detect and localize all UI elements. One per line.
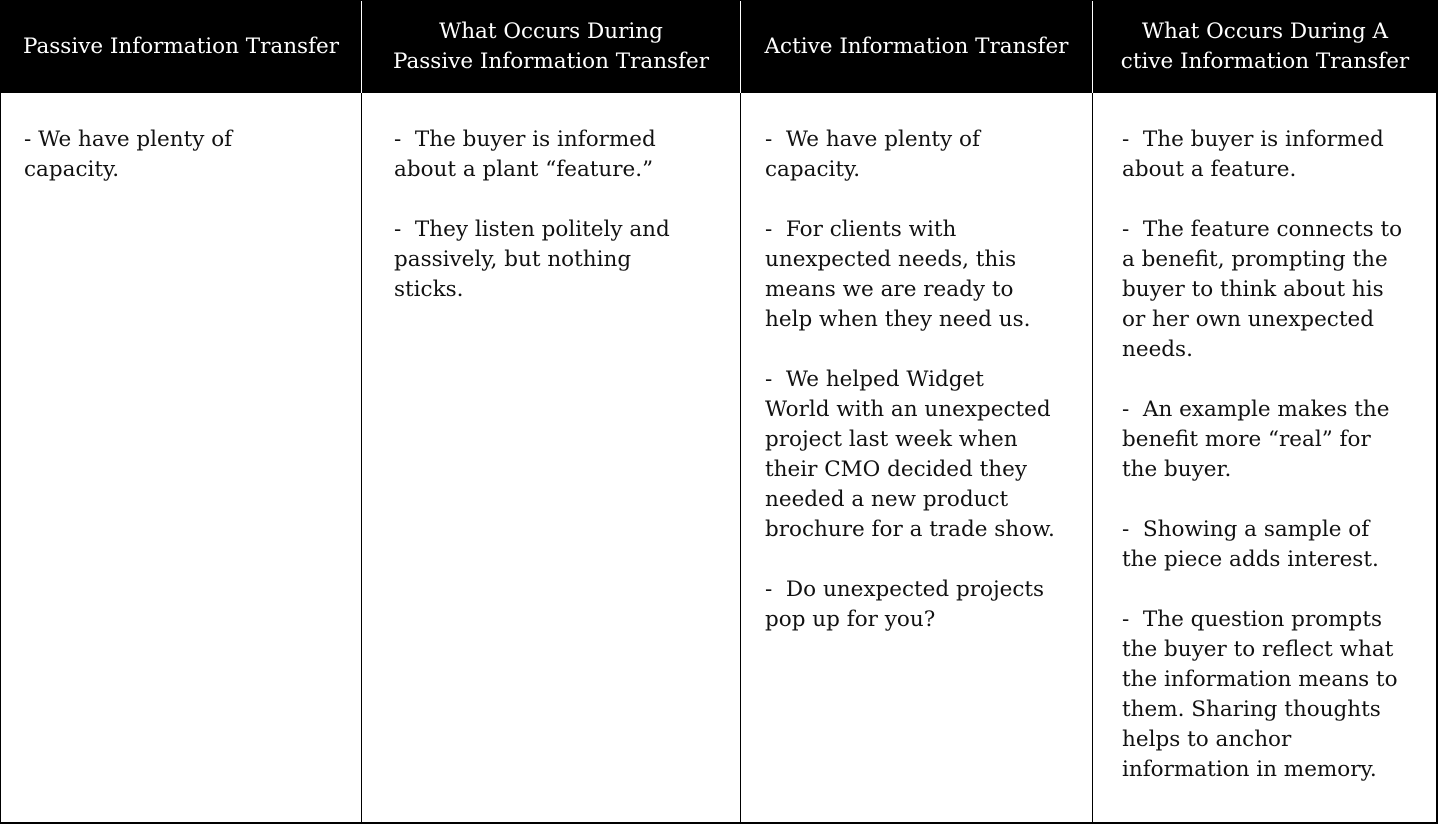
cell-paragraph: - They listen politely and passively, but nothing sticks. [394,217,670,302]
cell-paragraph: - Showing a sample of the piece adds interest. [1122,517,1379,572]
cell-passive-information-transfer [24,125,354,185]
header-line: Active Information Transfer [764,34,1069,59]
header-line: What Occurs During A [1141,19,1389,44]
column-divider [740,93,741,822]
header-active-information-transfer [741,1,1092,93]
cell-paragraph: - The feature connects to a benefit, prompting the buyer to think about his or her own unexpected needs. [1122,217,1403,362]
header-line: Passive Information Transfer [22,34,340,59]
cell-paragraph: - For clients with unexpected needs, this means we are ready to help when they need us. [765,217,1031,332]
header-line: ctive Information Transfer [1120,49,1410,74]
header-passive-information-transfer [1,1,361,93]
header-what-occurs-active [1093,1,1437,93]
cell-paragraph: - An example makes the benefit more “real” for the buyer. [1122,397,1390,482]
cell-paragraph: - We helped Widget World with an unexpected project last week when their CMO decided they needed a new product brochure for a trade show. [765,367,1055,542]
column-divider [1092,93,1093,822]
header-line: What Occurs During [439,19,663,44]
cell-paragraph: - We have plenty of capacity. [765,127,980,182]
cell-paragraph: - We have plenty of capacity. [24,127,233,182]
header-what-occurs-passive [362,1,740,93]
cell-paragraph: - Do unexpected projects pop up for you? [765,577,1045,632]
cell-active-information-transfer [765,125,1090,635]
cell-paragraph: - The buyer is informed about a plant “feature.” [394,127,656,182]
cell-paragraph: - The buyer is informed about a feature. [1122,127,1384,182]
cell-what-occurs-passive [394,125,734,305]
cell-what-occurs-active [1122,125,1437,785]
column-divider [361,93,362,822]
header-line: Passive Information Transfer [392,49,710,74]
cell-paragraph: - The question prompts the buyer to reflect what the information means to them. Sharing thoughts helps to anchor information in memory. [1122,607,1398,782]
